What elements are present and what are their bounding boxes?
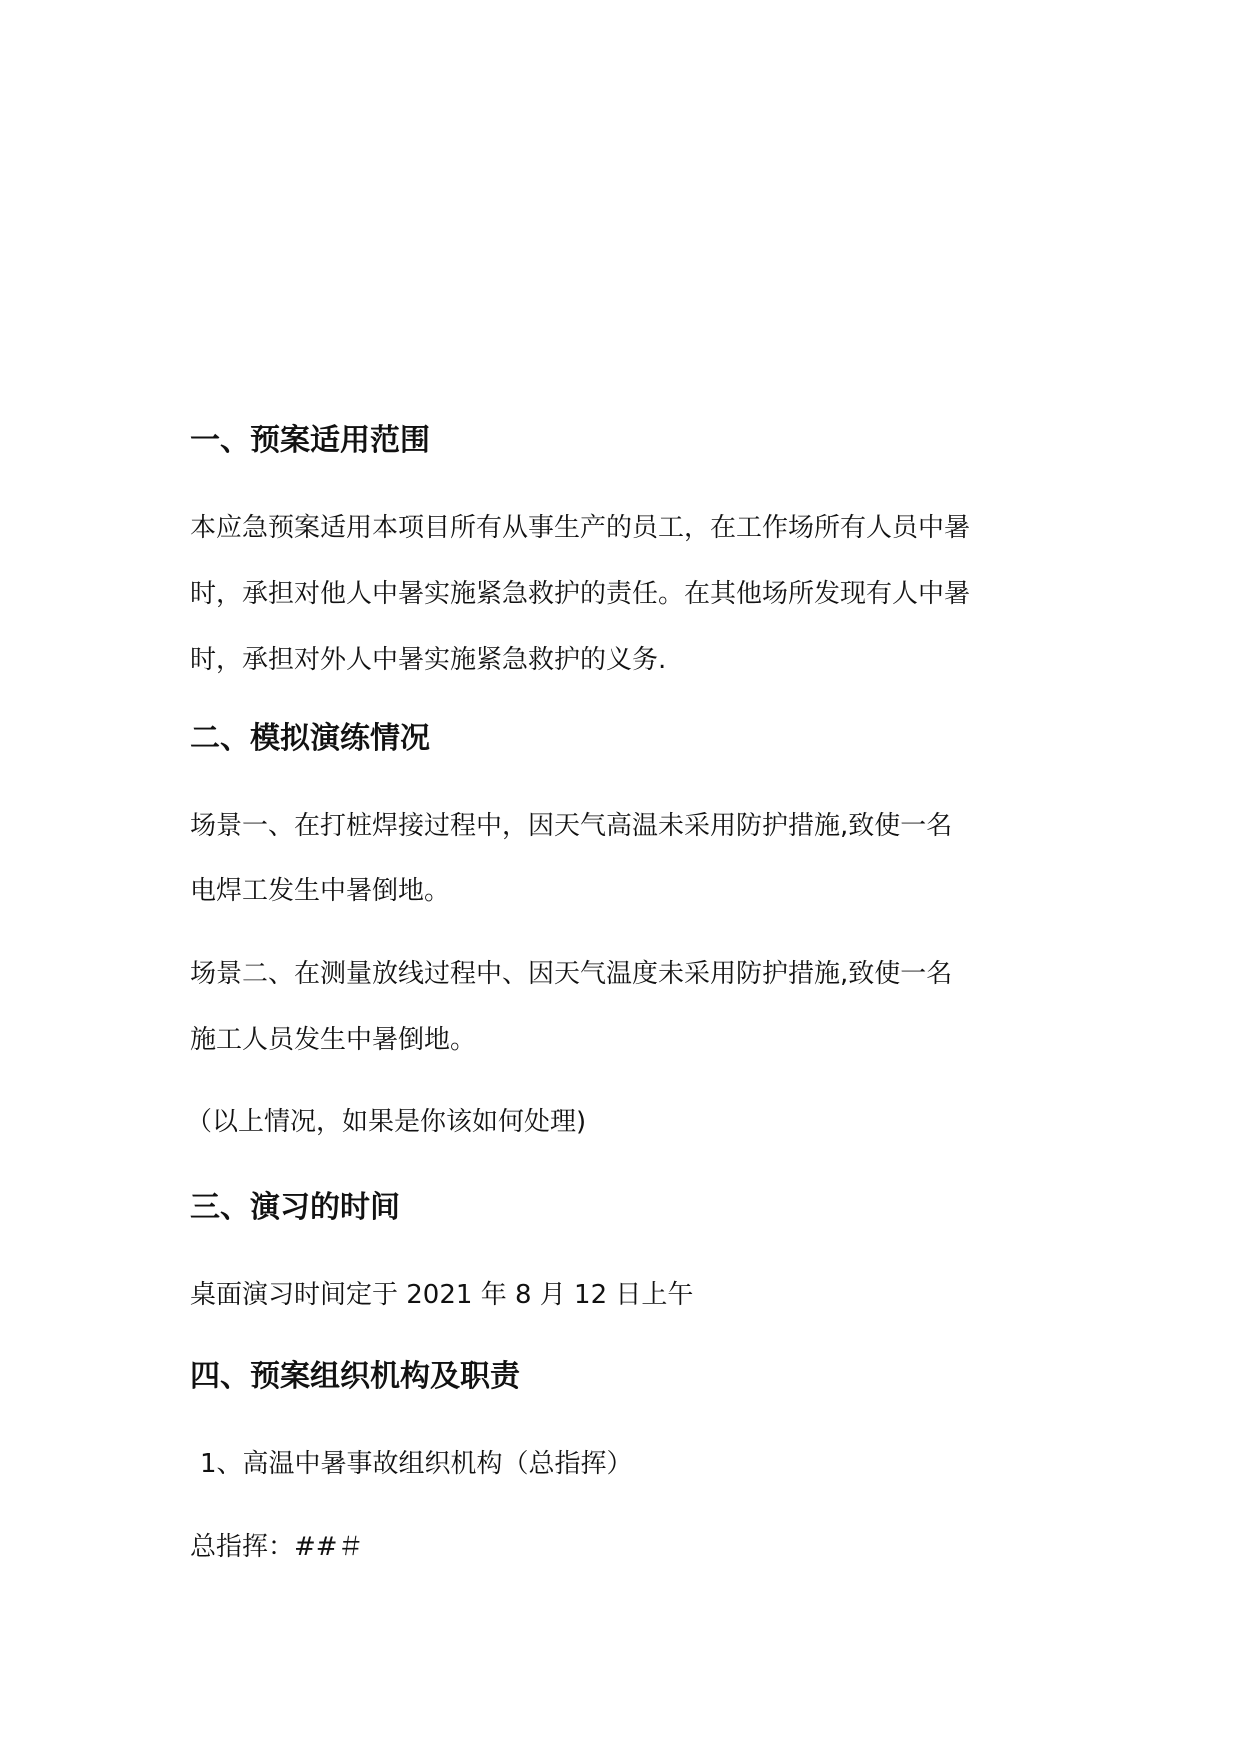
drill-time-text: 桌面演习时间定于 2021 年 8 月 12 日上午: [190, 1280, 694, 1310]
section-4-heading: 四、预案组织机构及职责: [190, 1359, 520, 1394]
scene-1-line-1: 场景一、在打桩焊接过程中，因天气高温未采用防护措施,致使一名: [190, 811, 953, 841]
commander-line: 总指挥：##＃: [190, 1532, 364, 1562]
scenario-note: （以上情况，如果是你该如何处理): [186, 1107, 587, 1137]
section-1-paragraph-line-3: 时，承担对外人中暑实施紧急救护的义务.: [190, 645, 667, 675]
section-1-paragraph-line-2: 时，承担对他人中暑实施紧急救护的责任。在其他场所发现有人中暑: [190, 579, 971, 609]
section-2-heading: 二、模拟演练情况: [190, 721, 430, 756]
section-3-heading: 三、演习的时间: [190, 1190, 400, 1225]
section-1-heading: 一、预案适用范围: [190, 423, 430, 458]
scene-2-line-1: 场景二、在测量放线过程中、因天气温度未采用防护措施,致使一名: [190, 959, 953, 989]
scene-2-line-2: 施工人员发生中暑倒地。: [190, 1025, 477, 1055]
organization-item-1: 1、高温中暑事故组织机构（总指挥）: [200, 1449, 633, 1479]
section-1-paragraph-line-1: 本应急预案适用本项目所有从事生产的员工，在工作场所有人员中暑: [190, 513, 971, 543]
scene-1-line-2: 电焊工发生中暑倒地。: [190, 876, 451, 906]
